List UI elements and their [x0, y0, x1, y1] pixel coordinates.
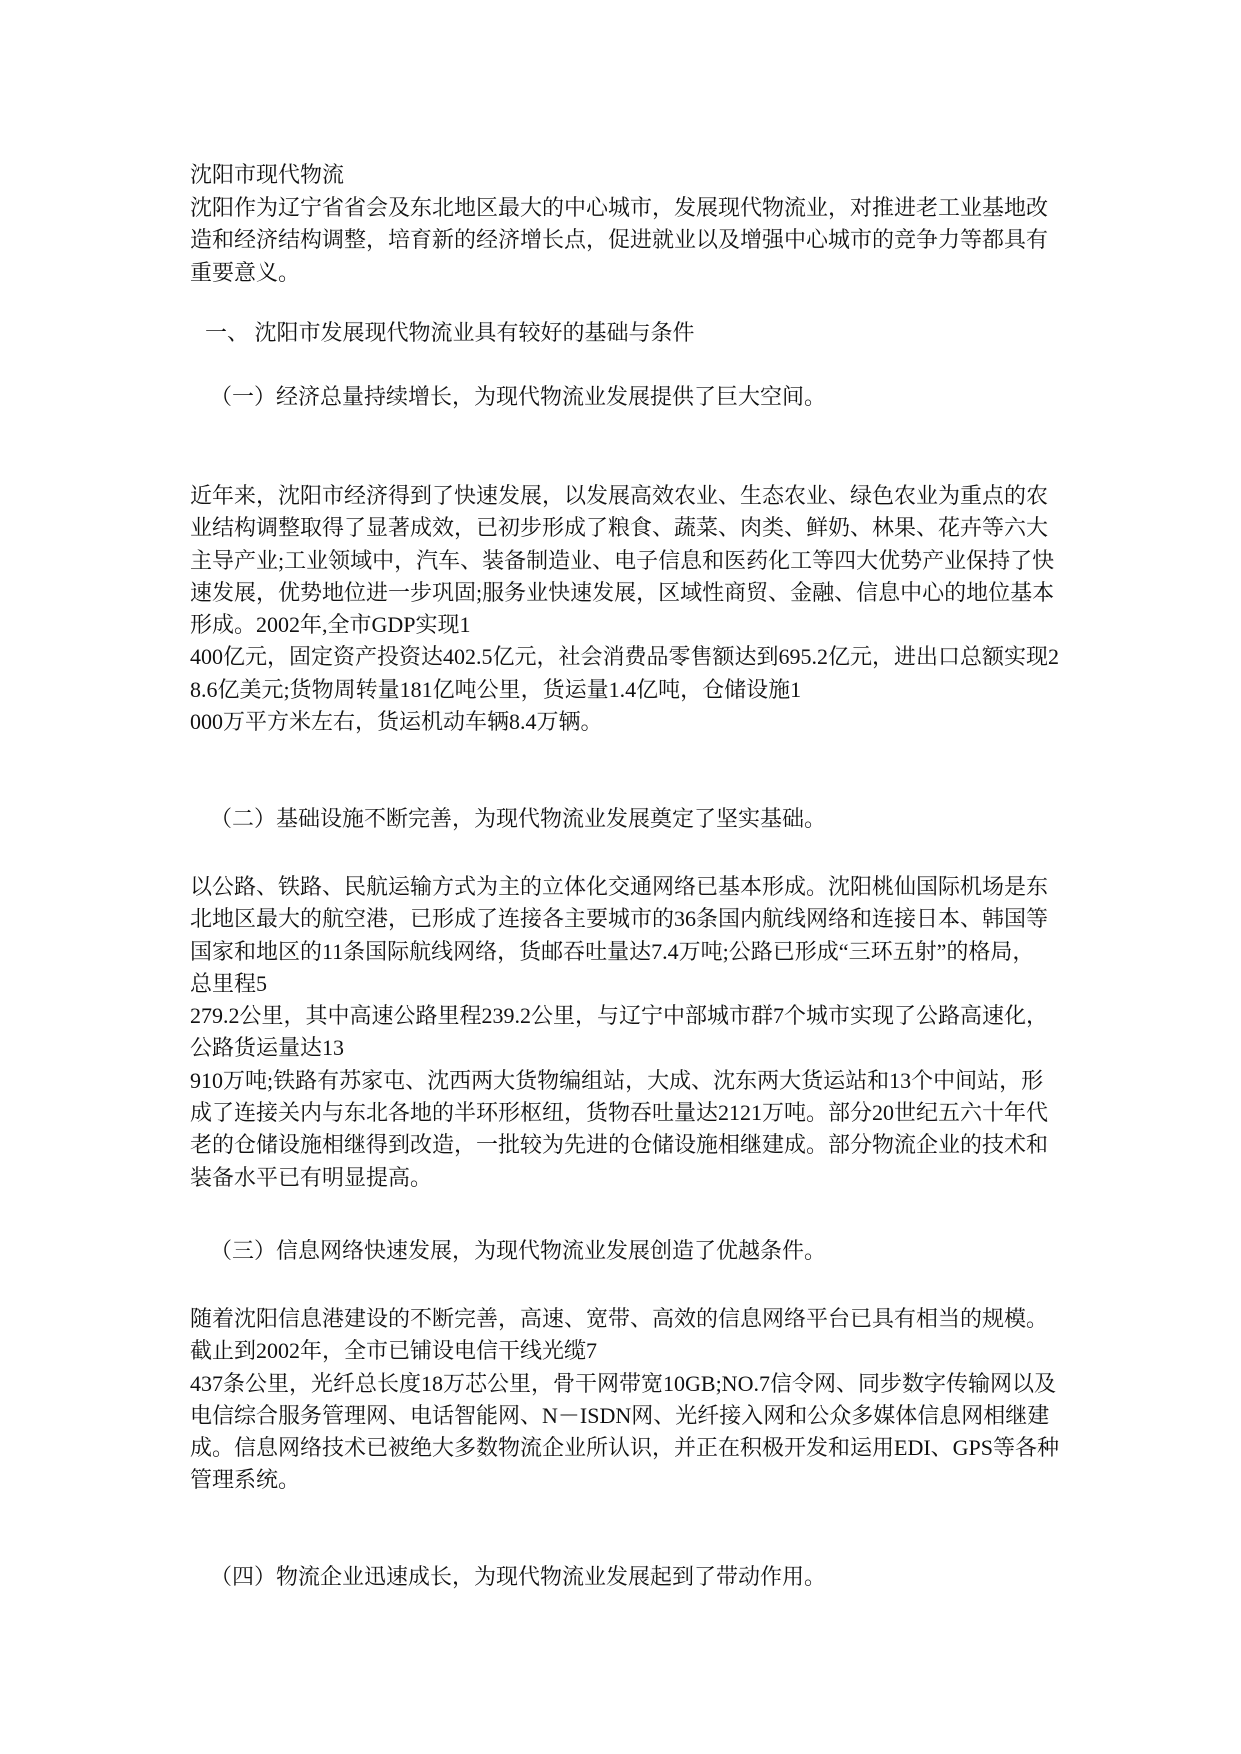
document-title [190, 159, 344, 191]
text-line: 管理系统。 [190, 1467, 301, 1493]
paragraph-economy [190, 480, 1059, 738]
text-line: 装备水平已有明显提高。 [190, 1164, 433, 1190]
text-line: 速发展，优势地位进一步巩固;服务业快速发展，区域性商贸、金融、信息中心的地位基本 [190, 579, 1055, 605]
text-line: 000万平方米左右，货运机动车辆8.4万辆。 [190, 709, 603, 735]
heading-line: （二）基础设施不断完善，为现代物流业发展奠定了坚实基础。 [210, 806, 827, 831]
text-line: 400亿元，固定资产投资达402.5亿元，社会消费品零售额达到695.2亿元，进出口总额实现2 [190, 644, 1060, 670]
text-line: 成了连接关内与东北各地的半环形枢纽，货物吞吐量达2121万吨。部分20世纪五六十年代 [190, 1100, 1049, 1126]
paragraph-infrastructure [190, 871, 1048, 1194]
text-line: 公路货运量达13 [190, 1035, 345, 1061]
text-line: 老的仓储设施相继得到改造，一批较为先进的仓储设施相继建成。部分物流企业的技术和 [190, 1132, 1049, 1158]
text-line: 业结构调整取得了显著成效，已初步形成了粮食、蔬菜、肉类、鲜奶、林果、花卉等六大 [190, 515, 1049, 541]
subsection-heading-3 [210, 1235, 826, 1267]
title-line: 沈阳市现代物流 [190, 162, 345, 187]
text-line: 437条公里，光纤总长度18万芯公里，骨干网带宽10GB;NO.7信令网、同步数字传输网以及 [190, 1370, 1056, 1396]
text-line: 279.2公里，其中高速公路里程239.2公里，与辽宁中部城市群7个城市实现了公路高速化， [190, 1003, 1049, 1029]
text-line: 形成。2002年,全市GDP实现1 [190, 612, 471, 638]
text-line: 成。信息网络技术已被绝大多数物流企业所认识，并正在积极开发和运用EDI、GPS等各种 [190, 1435, 1060, 1461]
text-line: 重要意义。 [190, 259, 301, 285]
text-line: 8.6亿美元;货物周转量181亿吨公里，货运量1.4亿吨，仓储设施1 [190, 676, 802, 702]
text-line: 沈阳作为辽宁省省会及东北地区最大的中心城市，发展现代物流业，对推进老工业基地改 [190, 195, 1049, 220]
text-line: 北地区最大的航空港，已形成了连接各主要城市的36条国内航线网络和连接日本、韩国等 [190, 906, 1049, 932]
text-line: 电信综合服务管理网、电话智能网、N－ISDN网、光纤接入网和公众多媒体信息网相继建 [190, 1402, 1050, 1428]
heading-line: （四）物流企业迅速成长，为现代物流业发展起到了带动作用。 [210, 1564, 827, 1589]
text-line: 主导产业;工业领域中，汽车、装备制造业、电子信息和医药化工等四大优势产业保持了快 [190, 547, 1055, 573]
heading-line: 一、 沈阳市发展现代物流业具有较好的基础与条件 [205, 320, 695, 345]
text-line: 近年来，沈阳市经济得到了快速发展，以发展高效农业、生态农业、绿色农业为重点的农 [190, 483, 1049, 508]
paragraph-information-network [190, 1303, 1059, 1497]
text-line: 以公路、铁路、民航运输方式为主的立体化交通网络已基本形成。沈阳桃仙国际机场是东 [190, 874, 1049, 899]
subsection-heading-1 [210, 381, 826, 413]
section-heading [205, 317, 695, 349]
text-line: 造和经济结构调整，培育新的经济增长点，促进就业以及增强中心城市的竞争力等都具有 [190, 227, 1049, 253]
intro-paragraph [190, 192, 1048, 289]
text-line: 910万吨;铁路有苏家屯、沈西两大货物编组站，大成、沈东两大货运站和13个中间站，形 [190, 1067, 1044, 1093]
text-line: 国家和地区的11条国际航线网络，货邮吞吐量达7.4万吨;公路已形成“三环五射”的格局， [190, 938, 1035, 964]
heading-line: （三）信息网络快速发展，为现代物流业发展创造了优越条件。 [210, 1238, 827, 1263]
subsection-heading-2 [210, 803, 826, 835]
text-line: 随着沈阳信息港建设的不断完善，高速、宽带、高效的信息网络平台已具有相当的规模。 [190, 1306, 1049, 1331]
text-line: 截止到2002年，全市已铺设电信干线光缆7 [190, 1338, 598, 1364]
subsection-heading-4 [210, 1561, 826, 1593]
heading-line: （一）经济总量持续增长，为现代物流业发展提供了巨大空间。 [210, 384, 827, 409]
text-line: 总里程5 [190, 970, 268, 996]
